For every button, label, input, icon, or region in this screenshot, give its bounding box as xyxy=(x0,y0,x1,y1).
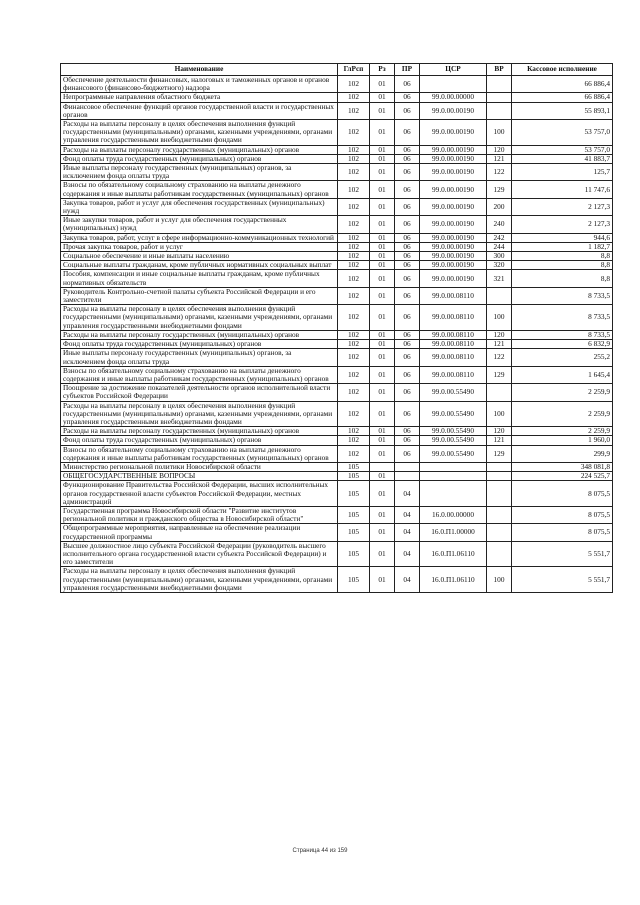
row-glrsp-cell: 105 xyxy=(338,567,370,593)
row-csr-cell: 99.0.00.00190 xyxy=(420,252,487,261)
row-name-cell: Высшее должностное лицо субъекта Российской Федерации (руководитель высшего исполнительного органа государственной власти субъекта Российской Федерации) и его заместители xyxy=(61,541,338,567)
table-row xyxy=(61,93,613,102)
row-name-cell: Расходы на выплаты персоналу в целях обеспечения выполнения функций государственными (муниципальными) органами, казенными учреждениями, органами управления государственными внебюджетными фондами xyxy=(61,305,338,331)
row-pr-cell: 06 xyxy=(395,216,420,233)
row-vr-cell xyxy=(487,462,512,471)
row-vr-cell: 100 xyxy=(487,120,512,146)
row-name-cell: Фонд оплаты труда государственных (муниципальных) органов xyxy=(61,436,338,445)
row-glrsp-cell: 102 xyxy=(338,102,370,119)
row-name-cell: Прочая закупка товаров, работ и услуг xyxy=(61,242,338,251)
row-pr-cell: 06 xyxy=(395,242,420,251)
row-csr-cell: 99.0.00.00190 xyxy=(420,102,487,119)
table-row xyxy=(61,462,613,471)
row-value-cell: 66 886,4 xyxy=(512,93,613,102)
row-name-cell: Обеспечение деятельности финансовых, налоговых и таможенных органов и органов финансового (финансово-бюджетного) надзора xyxy=(61,76,338,93)
table-row xyxy=(61,102,613,119)
table-row xyxy=(61,154,613,163)
row-vr-cell xyxy=(487,524,512,541)
row-pr-cell: 06 xyxy=(395,330,420,339)
row-rz-cell: 01 xyxy=(370,252,395,261)
row-glrsp-cell: 102 xyxy=(338,93,370,102)
row-rz-cell: 01 xyxy=(370,287,395,304)
table-row xyxy=(61,349,613,366)
row-vr-cell xyxy=(487,384,512,401)
row-pr-cell xyxy=(395,472,420,481)
row-vr-cell: 129 xyxy=(487,181,512,198)
row-rz-cell: 01 xyxy=(370,524,395,541)
row-glrsp-cell: 102 xyxy=(338,252,370,261)
budget-execution-table xyxy=(60,63,613,593)
row-value-cell: 224 525,7 xyxy=(512,472,613,481)
row-csr-cell: 16.0.П1.00000 xyxy=(420,524,487,541)
row-pr-cell: 06 xyxy=(395,198,420,215)
row-rz-cell: 01 xyxy=(370,541,395,567)
table-row xyxy=(61,181,613,198)
row-glrsp-cell: 102 xyxy=(338,287,370,304)
row-rz-cell: 01 xyxy=(370,164,395,181)
table-row xyxy=(61,242,613,251)
row-value-cell: 944,6 xyxy=(512,233,613,242)
row-glrsp-cell: 102 xyxy=(338,340,370,349)
row-glrsp-cell: 105 xyxy=(338,524,370,541)
row-glrsp-cell: 102 xyxy=(338,330,370,339)
row-vr-cell: 129 xyxy=(487,445,512,462)
row-csr-cell: 99.0.00.08110 xyxy=(420,287,487,304)
row-vr-cell xyxy=(487,102,512,119)
row-csr-cell xyxy=(420,76,487,93)
row-glrsp-cell: 105 xyxy=(338,472,370,481)
row-vr-cell xyxy=(487,76,512,93)
row-rz-cell: 01 xyxy=(370,154,395,163)
row-rz-cell: 01 xyxy=(370,233,395,242)
row-name-cell: Иные выплаты персоналу государственных (муниципальных) органов, за исключением фонда оплаты труда xyxy=(61,164,338,181)
row-rz-cell: 01 xyxy=(370,366,395,383)
row-value-cell: 6 832,9 xyxy=(512,340,613,349)
row-vr-cell: 120 xyxy=(487,427,512,436)
row-name-cell: Непрограммные направления областного бюджета xyxy=(61,93,338,102)
row-value-cell: 1 645,4 xyxy=(512,366,613,383)
row-name-cell: Фонд оплаты труда государственных (муниципальных) органов xyxy=(61,340,338,349)
row-vr-cell: 120 xyxy=(487,145,512,154)
row-pr-cell: 06 xyxy=(395,287,420,304)
row-value-cell: 2 127,3 xyxy=(512,216,613,233)
row-rz-cell: 01 xyxy=(370,145,395,154)
header-glrsp: ГлРсп xyxy=(338,64,370,76)
table-row xyxy=(61,436,613,445)
row-csr-cell: 99.0.00.55490 xyxy=(420,436,487,445)
row-value-cell: 2 259,9 xyxy=(512,401,613,427)
row-value-cell: 5 551,7 xyxy=(512,541,613,567)
row-csr-cell: 99.0.00.00190 xyxy=(420,181,487,198)
row-glrsp-cell: 102 xyxy=(338,233,370,242)
row-name-cell: Расходы на выплаты персоналу государственных (муниципальных) органов xyxy=(61,145,338,154)
row-rz-cell: 01 xyxy=(370,401,395,427)
row-value-cell: 2 259,9 xyxy=(512,427,613,436)
table-row xyxy=(61,567,613,593)
row-vr-cell xyxy=(487,541,512,567)
row-pr-cell: 06 xyxy=(395,401,420,427)
row-value-cell: 125,7 xyxy=(512,164,613,181)
row-name-cell: Социальные выплаты гражданам, кроме публичных нормативных социальных выплат xyxy=(61,261,338,270)
row-rz-cell: 01 xyxy=(370,93,395,102)
row-value-cell: 8 733,5 xyxy=(512,287,613,304)
row-pr-cell: 04 xyxy=(395,567,420,593)
row-csr-cell: 99.0.00.00190 xyxy=(420,154,487,163)
row-rz-cell xyxy=(370,462,395,471)
table-row xyxy=(61,305,613,331)
row-value-cell: 1 960,0 xyxy=(512,436,613,445)
row-value-cell: 5 551,7 xyxy=(512,567,613,593)
row-name-cell: Поощрение за достижение показателей деятельности органов исполнительной власти субъектов Российской Федерации xyxy=(61,384,338,401)
row-pr-cell: 06 xyxy=(395,93,420,102)
row-pr-cell: 06 xyxy=(395,349,420,366)
row-rz-cell: 01 xyxy=(370,506,395,523)
row-pr-cell: 06 xyxy=(395,154,420,163)
budget-table-sheet xyxy=(60,63,612,593)
row-glrsp-cell: 102 xyxy=(338,154,370,163)
row-glrsp-cell: 102 xyxy=(338,216,370,233)
table-row xyxy=(61,270,613,287)
row-pr-cell: 06 xyxy=(395,436,420,445)
row-vr-cell: 242 xyxy=(487,233,512,242)
row-value-cell: 8 075,5 xyxy=(512,481,613,507)
row-value-cell: 2 259,9 xyxy=(512,384,613,401)
row-value-cell: 1 182,7 xyxy=(512,242,613,251)
row-name-cell: Расходы на выплаты персоналу в целях обеспечения выполнения функций государственными (муниципальными) органами, казенными учреждениями, органами управления государственными внебюджетными фондами xyxy=(61,120,338,146)
row-rz-cell: 01 xyxy=(370,481,395,507)
table-row xyxy=(61,252,613,261)
table-row xyxy=(61,145,613,154)
header-cash-execution: Кассовое исполнение xyxy=(512,64,613,76)
row-rz-cell: 01 xyxy=(370,340,395,349)
table-row xyxy=(61,445,613,462)
row-pr-cell: 06 xyxy=(395,233,420,242)
row-rz-cell: 01 xyxy=(370,305,395,331)
row-value-cell: 41 883,7 xyxy=(512,154,613,163)
row-vr-cell: 122 xyxy=(487,164,512,181)
row-csr-cell xyxy=(420,481,487,507)
table-row xyxy=(61,233,613,242)
row-value-cell: 299,9 xyxy=(512,445,613,462)
row-name-cell: Взносы по обязательному социальному страхованию на выплаты денежного содержания и иные выплаты работникам государственных (муниципальных) органов xyxy=(61,181,338,198)
row-csr-cell: 99.0.00.00190 xyxy=(420,216,487,233)
table-row xyxy=(61,261,613,270)
row-vr-cell: 100 xyxy=(487,401,512,427)
row-glrsp-cell: 102 xyxy=(338,145,370,154)
row-glrsp-cell: 102 xyxy=(338,427,370,436)
row-value-cell: 53 757,0 xyxy=(512,145,613,154)
row-glrsp-cell: 102 xyxy=(338,261,370,270)
row-pr-cell: 06 xyxy=(395,145,420,154)
row-name-cell: Фонд оплаты труда государственных (муниципальных) органов xyxy=(61,154,338,163)
row-pr-cell xyxy=(395,462,420,471)
row-value-cell: 8,8 xyxy=(512,261,613,270)
table-row xyxy=(61,524,613,541)
row-vr-cell: 100 xyxy=(487,567,512,593)
row-pr-cell: 06 xyxy=(395,252,420,261)
row-vr-cell: 121 xyxy=(487,340,512,349)
table-row xyxy=(61,287,613,304)
header-csr: ЦСР xyxy=(420,64,487,76)
row-pr-cell: 04 xyxy=(395,524,420,541)
row-csr-cell: 99.0.00.00000 xyxy=(420,93,487,102)
row-rz-cell: 01 xyxy=(370,120,395,146)
row-pr-cell: 06 xyxy=(395,340,420,349)
table-row xyxy=(61,366,613,383)
row-name-cell: Закупка товаров, работ и услуг для обеспечения государственных (муниципальных) нужд xyxy=(61,198,338,215)
row-vr-cell: 120 xyxy=(487,330,512,339)
row-value-cell: 53 757,0 xyxy=(512,120,613,146)
row-glrsp-cell: 102 xyxy=(338,436,370,445)
row-pr-cell: 04 xyxy=(395,481,420,507)
row-value-cell: 8 733,5 xyxy=(512,305,613,331)
row-glrsp-cell: 102 xyxy=(338,349,370,366)
row-name-cell: Финансовое обеспечение функций органов государственной власти и государственных органов xyxy=(61,102,338,119)
row-csr-cell: 99.0.00.08110 xyxy=(420,305,487,331)
row-csr-cell: 99.0.00.00190 xyxy=(420,242,487,251)
table-row xyxy=(61,384,613,401)
row-csr-cell: 99.0.00.00190 xyxy=(420,198,487,215)
table-row xyxy=(61,76,613,93)
row-csr-cell: 99.0.00.08110 xyxy=(420,330,487,339)
row-rz-cell: 01 xyxy=(370,567,395,593)
row-glrsp-cell: 102 xyxy=(338,384,370,401)
header-pr: ПР xyxy=(395,64,420,76)
table-row xyxy=(61,472,613,481)
row-vr-cell: 129 xyxy=(487,366,512,383)
row-glrsp-cell: 102 xyxy=(338,305,370,331)
row-rz-cell: 01 xyxy=(370,349,395,366)
row-pr-cell: 06 xyxy=(395,384,420,401)
row-name-cell: Взносы по обязательному социальному страхованию на выплаты денежного содержания и иные выплаты работникам государственных (муниципальных) органов xyxy=(61,366,338,383)
row-name-cell: Иные выплаты персоналу государственных (муниципальных) органов, за исключением фонда оплаты труда xyxy=(61,349,338,366)
row-name-cell: Расходы на выплаты персоналу государственных (муниципальных) органов xyxy=(61,330,338,339)
row-glrsp-cell: 102 xyxy=(338,76,370,93)
row-glrsp-cell: 102 xyxy=(338,164,370,181)
row-pr-cell: 04 xyxy=(395,506,420,523)
row-rz-cell: 01 xyxy=(370,181,395,198)
table-header-row xyxy=(61,64,613,76)
row-value-cell: 8 075,5 xyxy=(512,506,613,523)
row-name-cell: Государственная программа Новосибирской области "Развитие институтов региональной политики и гражданского общества в Новосибирской области" xyxy=(61,506,338,523)
row-value-cell: 8,8 xyxy=(512,252,613,261)
table-row xyxy=(61,120,613,146)
row-glrsp-cell: 102 xyxy=(338,198,370,215)
row-glrsp-cell: 105 xyxy=(338,481,370,507)
row-vr-cell: 240 xyxy=(487,216,512,233)
row-vr-cell: 121 xyxy=(487,436,512,445)
row-csr-cell: 16.0.П1.06110 xyxy=(420,541,487,567)
page-number: Страница 44 из 159 xyxy=(292,848,348,854)
row-vr-cell xyxy=(487,506,512,523)
table-row xyxy=(61,427,613,436)
row-csr-cell: 99.0.00.00190 xyxy=(420,261,487,270)
row-rz-cell: 01 xyxy=(370,427,395,436)
row-csr-cell: 99.0.00.55490 xyxy=(420,427,487,436)
row-name-cell: Расходы на выплаты персоналу государственных (муниципальных) органов xyxy=(61,427,338,436)
row-value-cell: 2 127,3 xyxy=(512,198,613,215)
row-pr-cell: 06 xyxy=(395,164,420,181)
table-row xyxy=(61,541,613,567)
row-pr-cell: 06 xyxy=(395,76,420,93)
row-vr-cell: 320 xyxy=(487,261,512,270)
row-name-cell: ОБЩЕГОСУДАРСТВЕННЫЕ ВОПРОСЫ xyxy=(61,472,338,481)
row-vr-cell: 121 xyxy=(487,154,512,163)
row-vr-cell: 300 xyxy=(487,252,512,261)
table-row xyxy=(61,164,613,181)
row-pr-cell: 06 xyxy=(395,445,420,462)
row-name-cell: Руководитель Контрольно-счетной палаты субъекта Российской Федерации и его заместители xyxy=(61,287,338,304)
row-value-cell: 11 747,6 xyxy=(512,181,613,198)
row-glrsp-cell: 102 xyxy=(338,181,370,198)
row-vr-cell xyxy=(487,481,512,507)
row-rz-cell: 01 xyxy=(370,445,395,462)
row-rz-cell: 01 xyxy=(370,76,395,93)
row-csr-cell: 99.0.00.55490 xyxy=(420,401,487,427)
row-glrsp-cell: 102 xyxy=(338,242,370,251)
header-vr: ВР xyxy=(487,64,512,76)
row-rz-cell: 01 xyxy=(370,216,395,233)
row-csr-cell: 99.0.00.00190 xyxy=(420,164,487,181)
row-vr-cell xyxy=(487,287,512,304)
row-vr-cell: 244 xyxy=(487,242,512,251)
row-rz-cell: 01 xyxy=(370,102,395,119)
table-row xyxy=(61,401,613,427)
row-csr-cell xyxy=(420,462,487,471)
row-pr-cell: 06 xyxy=(395,261,420,270)
row-name-cell: Пособия, компенсации и иные социальные выплаты гражданам, кроме публичных нормативных обязательств xyxy=(61,270,338,287)
row-rz-cell: 01 xyxy=(370,198,395,215)
row-vr-cell xyxy=(487,472,512,481)
row-csr-cell: 99.0.00.00190 xyxy=(420,270,487,287)
row-vr-cell: 200 xyxy=(487,198,512,215)
table-row xyxy=(61,330,613,339)
row-vr-cell: 321 xyxy=(487,270,512,287)
row-csr-cell xyxy=(420,472,487,481)
row-value-cell: 255,2 xyxy=(512,349,613,366)
row-csr-cell: 99.0.00.08110 xyxy=(420,340,487,349)
row-csr-cell: 99.0.00.00190 xyxy=(420,145,487,154)
row-value-cell: 348 081,8 xyxy=(512,462,613,471)
row-name-cell: Социальное обеспечение и иные выплаты населению xyxy=(61,252,338,261)
row-pr-cell: 06 xyxy=(395,120,420,146)
row-name-cell: Функционирование Правительства Российской Федерации, высших исполнительных органов государственной власти субъектов Российской Федерации, местных администраций xyxy=(61,481,338,507)
row-glrsp-cell: 105 xyxy=(338,506,370,523)
row-value-cell: 8 733,5 xyxy=(512,330,613,339)
row-rz-cell: 01 xyxy=(370,270,395,287)
table-row xyxy=(61,506,613,523)
row-value-cell: 8 075,5 xyxy=(512,524,613,541)
row-rz-cell: 01 xyxy=(370,330,395,339)
row-name-cell: Иные закупки товаров, работ и услуг для обеспечения государственных (муниципальных) нужд xyxy=(61,216,338,233)
row-rz-cell: 01 xyxy=(370,242,395,251)
row-name-cell: Министерство региональной политики Новосибирской области xyxy=(61,462,338,471)
row-name-cell: Закупка товаров, работ, услуг в сфере информационно-коммуникационных технологий xyxy=(61,233,338,242)
row-csr-cell: 99.0.00.55490 xyxy=(420,445,487,462)
row-name-cell: Общепрограммные мероприятия, направленные на обеспечение реализации государственной программы xyxy=(61,524,338,541)
table-row xyxy=(61,198,613,215)
row-rz-cell: 01 xyxy=(370,436,395,445)
row-pr-cell: 06 xyxy=(395,305,420,331)
row-csr-cell: 99.0.00.08110 xyxy=(420,349,487,366)
row-value-cell: 8,8 xyxy=(512,270,613,287)
row-rz-cell: 01 xyxy=(370,384,395,401)
row-rz-cell: 01 xyxy=(370,261,395,270)
row-pr-cell: 06 xyxy=(395,270,420,287)
row-glrsp-cell: 102 xyxy=(338,401,370,427)
row-csr-cell: 99.0.00.00190 xyxy=(420,120,487,146)
table-row xyxy=(61,340,613,349)
row-glrsp-cell: 105 xyxy=(338,541,370,567)
row-value-cell: 55 893,1 xyxy=(512,102,613,119)
row-pr-cell: 06 xyxy=(395,366,420,383)
row-vr-cell: 122 xyxy=(487,349,512,366)
row-csr-cell: 99.0.00.00190 xyxy=(420,233,487,242)
table-row xyxy=(61,481,613,507)
row-name-cell: Расходы на выплаты персоналу в целях обеспечения выполнения функций государственными (муниципальными) органами, казенными учреждениями, органами управления государственными внебюджетными фондами xyxy=(61,401,338,427)
row-csr-cell: 16.0.00.00000 xyxy=(420,506,487,523)
row-glrsp-cell: 102 xyxy=(338,120,370,146)
header-name: Наименование xyxy=(61,64,338,76)
row-pr-cell: 06 xyxy=(395,427,420,436)
row-csr-cell: 99.0.00.08110 xyxy=(420,366,487,383)
row-pr-cell: 06 xyxy=(395,102,420,119)
row-glrsp-cell: 102 xyxy=(338,366,370,383)
row-csr-cell: 16.0.П1.06110 xyxy=(420,567,487,593)
row-pr-cell: 04 xyxy=(395,541,420,567)
row-pr-cell: 06 xyxy=(395,181,420,198)
row-glrsp-cell: 102 xyxy=(338,445,370,462)
row-value-cell: 66 886,4 xyxy=(512,76,613,93)
row-csr-cell: 99.0.00.55490 xyxy=(420,384,487,401)
header-rz: Рз xyxy=(370,64,395,76)
row-glrsp-cell: 102 xyxy=(338,270,370,287)
table-row xyxy=(61,216,613,233)
row-vr-cell: 100 xyxy=(487,305,512,331)
row-name-cell: Расходы на выплаты персоналу в целях обеспечения выполнения функций государственными (муниципальными) органами, казенными учреждениями, органами управления государственными внебюджетными фондами xyxy=(61,567,338,593)
row-name-cell: Взносы по обязательному социальному страхованию на выплаты денежного содержания и иные выплаты работникам государственных (муниципальных) органов xyxy=(61,445,338,462)
row-vr-cell xyxy=(487,93,512,102)
row-glrsp-cell: 105 xyxy=(338,462,370,471)
row-rz-cell: 01 xyxy=(370,472,395,481)
